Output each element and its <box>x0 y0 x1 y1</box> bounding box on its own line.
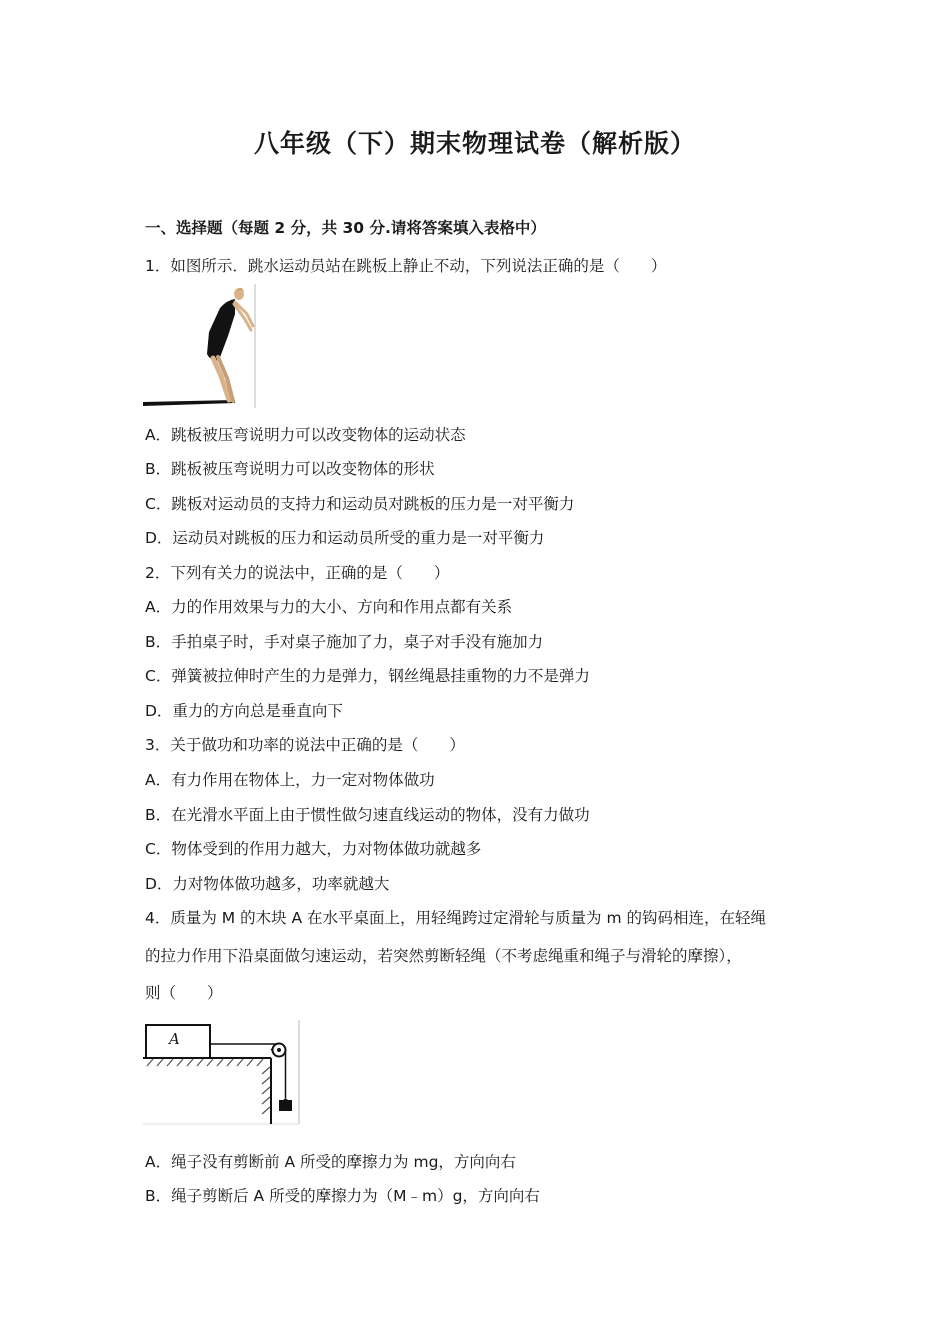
question-4-option-a: A．绳子没有剪断前 A 所受的摩擦力为 mg，方向向右 <box>145 1153 516 1171</box>
question-1-option-d: D．运动员对跳板的压力和运动员所受的重力是一对平衡力 <box>145 529 545 547</box>
question-1-option-b: B．跳板被压弯说明力可以改变物体的形状 <box>145 460 435 478</box>
question-2-stem: 2．下列有关力的说法中，正确的是（ ） <box>145 564 450 582</box>
question-3-option-a: A．有力作用在物体上，力一定对物体做功 <box>145 771 435 789</box>
question-3-stem: 3．关于做功和功率的说法中正确的是（ ） <box>145 736 465 754</box>
question-1-stem: 1．如图所示．跳水运动员站在跳板上静止不动，下列说法正确的是（ ） <box>145 257 667 275</box>
question-1-option-a: A．跳板被压弯说明力可以改变物体的运动状态 <box>145 426 466 444</box>
question-2-option-a: A．力的作用效果与力的大小、方向和作用点都有关系 <box>145 598 513 616</box>
question-4-stem-line-2: 的拉力作用下沿桌面做匀速运动，若突然剪断轻绳（不考虑绳重和绳子与滑轮的摩擦）， <box>145 947 742 965</box>
question-1-option-c: C．跳板对运动员的支持力和运动员对跳板的压力是一对平衡力 <box>145 495 575 513</box>
question-4-stem-line-1: 4．质量为 M 的木块 A 在水平桌面上，用轻绳跨过定滑轮与质量为 m 的钩码相连，在轻绳 <box>145 909 767 927</box>
diver-figure <box>143 284 257 409</box>
question-4-stem-line-3: 则（ ） <box>145 984 223 1002</box>
page-title: 八年级（下）期末物理试卷（解析版） <box>253 129 696 158</box>
section-heading-choice: 一、选择题（每题 2 分，共 30 分.请将答案填入表格中） <box>145 219 546 237</box>
question-3-option-b: B．在光滑水平面上由于惯性做匀速直线运动的物体，没有力做功 <box>145 806 590 824</box>
diver-body <box>207 299 235 360</box>
question-4-option-b: B．绳子剪断后 A 所受的摩擦力为（M﹣m）g，方向向右 <box>145 1187 540 1205</box>
question-2-option-b: B．手拍桌子时，手对桌子施加了力，桌子对手没有施加力 <box>145 633 544 651</box>
question-3-option-c: C．物体受到的作用力越大，力对物体做功就越多 <box>145 840 482 858</box>
question-3-option-d: D．力对物体做功越多，功率就越大 <box>145 875 390 893</box>
diving-board <box>143 400 235 406</box>
question-2-option-d: D．重力的方向总是垂直向下 <box>145 702 343 720</box>
question-2-option-c: C．弹簧被拉伸时产生的力是弹力，钢丝绳悬挂重物的力不是弹力 <box>145 667 590 685</box>
pulley-figure <box>143 1020 300 1126</box>
block-a-label: A <box>169 1030 180 1048</box>
hook-weight <box>279 1100 292 1111</box>
